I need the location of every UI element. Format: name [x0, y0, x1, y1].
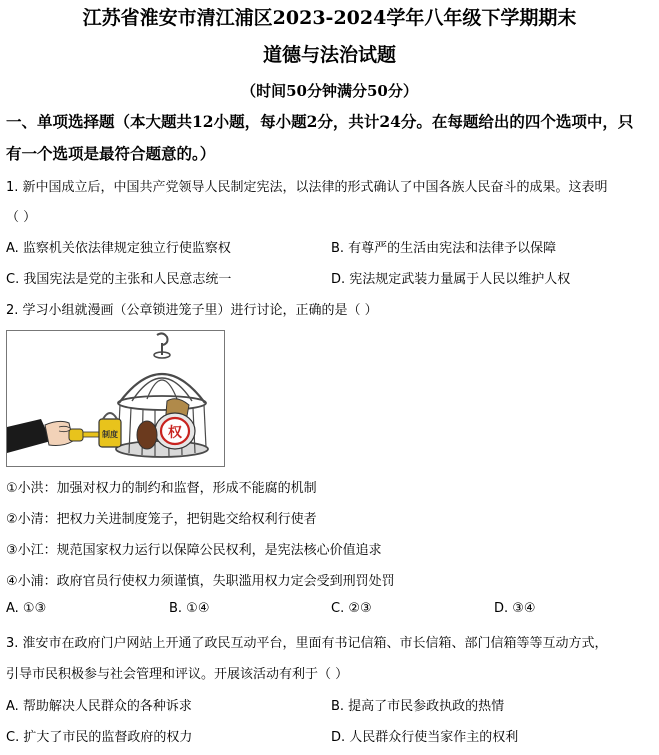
question-3-stem: 3. 淮安市在政府门户网站上开通了政民互动平台，里面有书记信箱、市长信箱、部门信箱等等互动方式， — [6, 636, 608, 651]
question-2-statement-4: ④小浦：政府官员行使权力须谨慎，失职滥用权力定会受到刑罚处罚 — [6, 574, 395, 589]
seal-character: 权 — [168, 425, 182, 441]
question-1-option-a: A. 监察机关依法律规定独立行使监察权 — [6, 241, 231, 256]
question-1-stem: 1. 新中国成立后，中国共产党领导人民制定宪法，以法律的形式确认了中国各族人民奋斗的成果。这表明 — [6, 180, 608, 195]
question-2-statement-2: ②小清：把权力关进制度笼子，把钥匙交给权利行使者 — [6, 512, 317, 527]
question-1-stem-bracket: （ ） — [6, 210, 37, 225]
exam-time-info: （时间50分钟满分50分） — [241, 82, 418, 100]
question-2-statement-3: ③小江：规范国家权力运行以保障公民权利，是宪法核心价值追求 — [6, 543, 382, 558]
question-3-option-d: D. 人民群众行使当家作主的权利 — [331, 730, 519, 745]
question-3-option-c: C. 扩大了市民的监督政府的权力 — [6, 730, 193, 745]
question-2-option-b: B. ①④ — [169, 601, 210, 616]
cartoon-seal-in-cage — [6, 330, 225, 467]
question-3-option-b: B. 提高了市民参政执政的热情 — [331, 699, 505, 714]
question-2-stem: 2. 学习小组就漫画（公章锁进笼子里）进行讨论，正确的是（ ） — [6, 303, 378, 318]
cartoon-illustration — [7, 331, 224, 466]
question-1-option-d: D. 宪法规定武装力量属于人民以维护人权 — [331, 272, 571, 287]
question-3-option-a: A. 帮助解决人民群众的各种诉求 — [6, 699, 192, 714]
question-1-option-b: B. 有尊严的生活由宪法和法律予以保障 — [331, 241, 557, 256]
lock-label: 制度 — [102, 430, 118, 439]
question-2-option-d: D. ③④ — [494, 601, 536, 616]
question-1-option-c: C. 我国宪法是党的主张和人民意志统一 — [6, 272, 232, 287]
document-subject-title: 道德与法治试题 — [262, 44, 396, 66]
document-title: 江苏省淮安市清江浦区2023-2024学年八年级下学期期末 — [82, 7, 577, 29]
section-heading-continued: 有一个选项是最符合题意的。） — [6, 144, 216, 163]
question-2-option-c: C. ②③ — [331, 601, 372, 616]
section-heading: 一、单项选择题（本大题共12小题，每小题2分，共计24分。在每题给出的四个选项中，只 — [6, 112, 634, 131]
question-2-statement-1: ①小洪：加强对权力的制约和监督，形成不能腐的机制 — [6, 481, 317, 496]
question-2-option-a: A. ①③ — [6, 601, 47, 616]
question-3-stem-continued: 引导市民积极参与社会管理和评议。开展该活动有利于（ ） — [6, 667, 349, 682]
